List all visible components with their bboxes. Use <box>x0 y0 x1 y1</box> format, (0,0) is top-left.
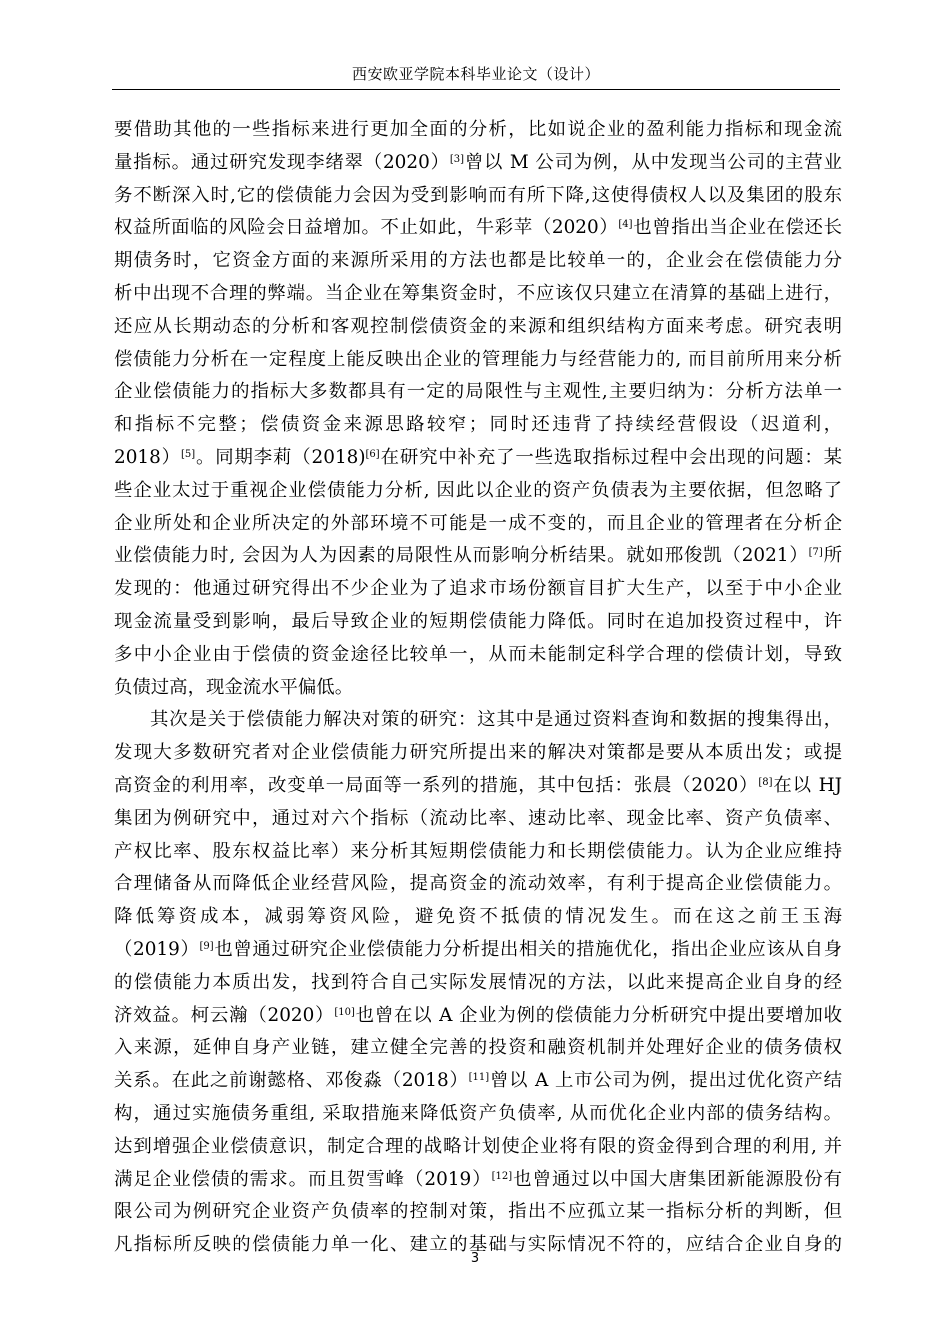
text-line <box>114 1032 842 1065</box>
text-run: 业偿债能力时, 会因为人为因素的局限性从而影响分析结果。就如邢俊凯（2021） <box>114 545 809 567</box>
text-run: 也曾通过研究企业偿债能力分析提出相关的措施优化，指出企业应该从自身 <box>213 938 842 960</box>
citation-marker: [6] <box>365 448 380 460</box>
text-line <box>114 180 842 213</box>
text-run: 达到增强企业偿债意识，制定合理的战略计划使企业将有限的资金得到合理的利用, 并 <box>114 1135 842 1157</box>
text-run: 也曾指出当企业在偿还长 <box>632 217 842 239</box>
text-line <box>114 967 842 1000</box>
text-run: 也曾通过以中国大唐集团新能源股份有 <box>512 1168 842 1190</box>
text-run: 些企业太过于重视企业偿债能力分析, 因此以企业的资产负债表为主要依据，但忽略了 <box>114 479 842 501</box>
text-line <box>114 803 842 836</box>
citation-marker: [9] <box>199 940 214 952</box>
text-run: 合理储备从而降低企业经营风险，提高资金的流动效率，有利于提高企业偿债能力。 <box>114 873 842 895</box>
body-text <box>114 114 842 1262</box>
text-line <box>114 737 842 770</box>
text-line <box>114 147 842 180</box>
text-run: 企业所处和企业所决定的外部环境不可能是一成不变的，而且企业的管理者在分析企 <box>114 512 842 534</box>
page-header <box>112 63 840 90</box>
citation-marker: [8] <box>758 776 773 788</box>
text-line <box>114 1164 842 1197</box>
text-run: 发现的：他通过研究得出不少企业为了追求市场份额盲目扩大生产，以至于中小企业 <box>114 578 842 600</box>
text-run: 也曾在以 A 企业为例的偿债能力分析研究中提出要增加收 <box>354 1004 842 1026</box>
text-line <box>114 278 842 311</box>
text-run: 企业偿债能力的指标大多数都具有一定的局限性与主观性,主要归纳为：分析方法单一 <box>114 381 842 403</box>
text-run: 期债务时，它资金方面的来源所采用的方法也都是比较单一的，企业会在偿债能力分 <box>114 250 842 272</box>
text-run: 现金流量受到影响，最后导致企业的短期偿债能力降低。同时在追加投资过程中，许 <box>114 610 842 632</box>
text-line <box>114 1065 842 1098</box>
text-run: 所 <box>822 545 842 567</box>
text-run: 曾以 A 上市公司为例，提出过优化资产结 <box>489 1070 842 1092</box>
text-run: 多中小企业由于偿债的资金途径比较单一，从而未能制定科学合理的偿债计划，导致 <box>114 643 842 665</box>
text-run: 量指标。通过研究发现李绪翠（2020） <box>114 151 450 173</box>
text-line <box>114 245 842 278</box>
text-run: （2019） <box>114 938 200 960</box>
citation-marker: [7] <box>808 547 823 559</box>
citation-marker: [12] <box>491 1170 513 1182</box>
text-run: 关系。在此之前谢懿格、邓俊淼（2018） <box>114 1070 469 1092</box>
text-line <box>114 639 842 672</box>
header-title: 西安欧亚学院本科毕业论文（设计） <box>351 65 600 83</box>
text-line <box>114 1000 842 1033</box>
text-run: 构，通过实施债务重组, 采取措施来降低资产负债率, 从而优化企业内部的债务结构。 <box>114 1102 842 1124</box>
text-line <box>114 475 842 508</box>
text-run: 发现大多数研究者对企业偿债能力研究所提出来的解决对策都是要从本质出发；或提 <box>114 742 842 764</box>
text-run: 偿债能力分析在一定程度上能反映出企业的管理能力与经营能力的, 而目前所用来分析 <box>114 348 842 370</box>
text-line <box>114 344 842 377</box>
text-line <box>114 901 842 934</box>
citation-marker: [5] <box>180 448 196 460</box>
text-line <box>114 114 842 147</box>
text-run: 在以 HJ <box>772 774 842 796</box>
paragraph <box>114 704 842 1262</box>
text-run: 和指标不完整；偿债资金来源思路较窄；同时还违背了持续经营假设（迟道利， <box>114 414 842 436</box>
text-run: 。同期李莉（2018) <box>195 446 366 468</box>
text-run: 在研究中补充了一些选取指标过程中会出现的问题：某 <box>379 446 842 468</box>
text-line <box>114 672 842 705</box>
text-line <box>114 409 842 442</box>
text-run: 济效益。柯云瀚（2020） <box>114 1004 335 1026</box>
text-line <box>114 868 842 901</box>
text-run: 2018） <box>114 446 181 468</box>
text-line <box>114 1098 842 1131</box>
text-run: 产权比率、股东权益比率）来分析其短期偿债能力和长期偿债能力。认为企业应维持 <box>114 840 842 862</box>
text-line <box>114 573 842 606</box>
text-line <box>114 508 842 541</box>
citation-marker: [4] <box>618 219 633 231</box>
text-run: 入来源，延伸自身产业链，建立健全完善的投资和融资机制并处理好企业的债务债权 <box>114 1037 842 1059</box>
text-line <box>114 836 842 869</box>
text-run: 满足企业偿债的需求。而且贺雪峰（2019） <box>114 1168 492 1190</box>
text-run: 集团为例研究中，通过对六个指标（流动比率、速动比率、现金比率、资产负债率、 <box>114 807 842 829</box>
text-line <box>114 704 842 737</box>
text-line <box>114 311 842 344</box>
paragraph <box>114 114 842 704</box>
text-run: 限公司为例研究企业资产负债率的控制对策，指出不应孤立某一指标分析的判断，但 <box>114 1201 842 1223</box>
text-run: 的偿债能力本质出发，找到符合自己实际发展情况的方法，以此来提高企业自身的经 <box>114 971 842 993</box>
text-line <box>114 442 842 475</box>
text-run: 凡指标所反映的偿债能力单一化、建立的基础与实际情况不符的，应结合企业自身的 <box>114 1234 842 1256</box>
text-run: 析中出现不合理的弊端。当企业在筹集资金时，不应该仅只建立在清算的基础上进行， <box>114 282 842 304</box>
text-line <box>114 770 842 803</box>
text-line <box>114 212 842 245</box>
citation-marker: [3] <box>449 153 464 165</box>
page-number: 3 <box>470 1251 480 1266</box>
text-line <box>114 934 842 967</box>
text-run: 权益所面临的风险会日益增加。不止如此，牛彩苹（2020） <box>114 217 619 239</box>
text-run: 负债过高，现金流水平偏低。 <box>114 676 354 698</box>
text-run: 务不断深入时,它的偿债能力会因为受到影响而有所下降,这使得债权人以及集团的股东 <box>114 184 842 206</box>
text-line <box>114 606 842 639</box>
text-run: 曾以 M 公司为例，从中发现当公司的主营业 <box>464 151 842 173</box>
citation-marker: [10] <box>334 1006 355 1018</box>
text-line <box>114 1196 842 1229</box>
text-run: 要借助其他的一些指标来进行更加全面的分析，比如说企业的盈利能力指标和现金流 <box>114 119 842 140</box>
text-run: 其次是关于偿债能力解决对策的研究：这其中是通过资料查询和数据的搜集得出， <box>150 709 842 731</box>
text-line <box>114 376 842 409</box>
text-line <box>114 540 842 573</box>
text-line <box>114 1131 842 1164</box>
citation-marker: [11] <box>468 1072 490 1084</box>
text-run: 高资金的利用率，改变单一局面等一系列的措施，其中包括：张晨（2020） <box>114 774 759 796</box>
text-run: 还应从长期动态的分析和客观控制偿债资金的来源和组织结构方面来考虑。研究表明 <box>114 315 842 337</box>
text-run: 降低筹资成本，减弱筹资风险，避免资不抵债的情况发生。而在这之前王玉海 <box>114 906 842 928</box>
